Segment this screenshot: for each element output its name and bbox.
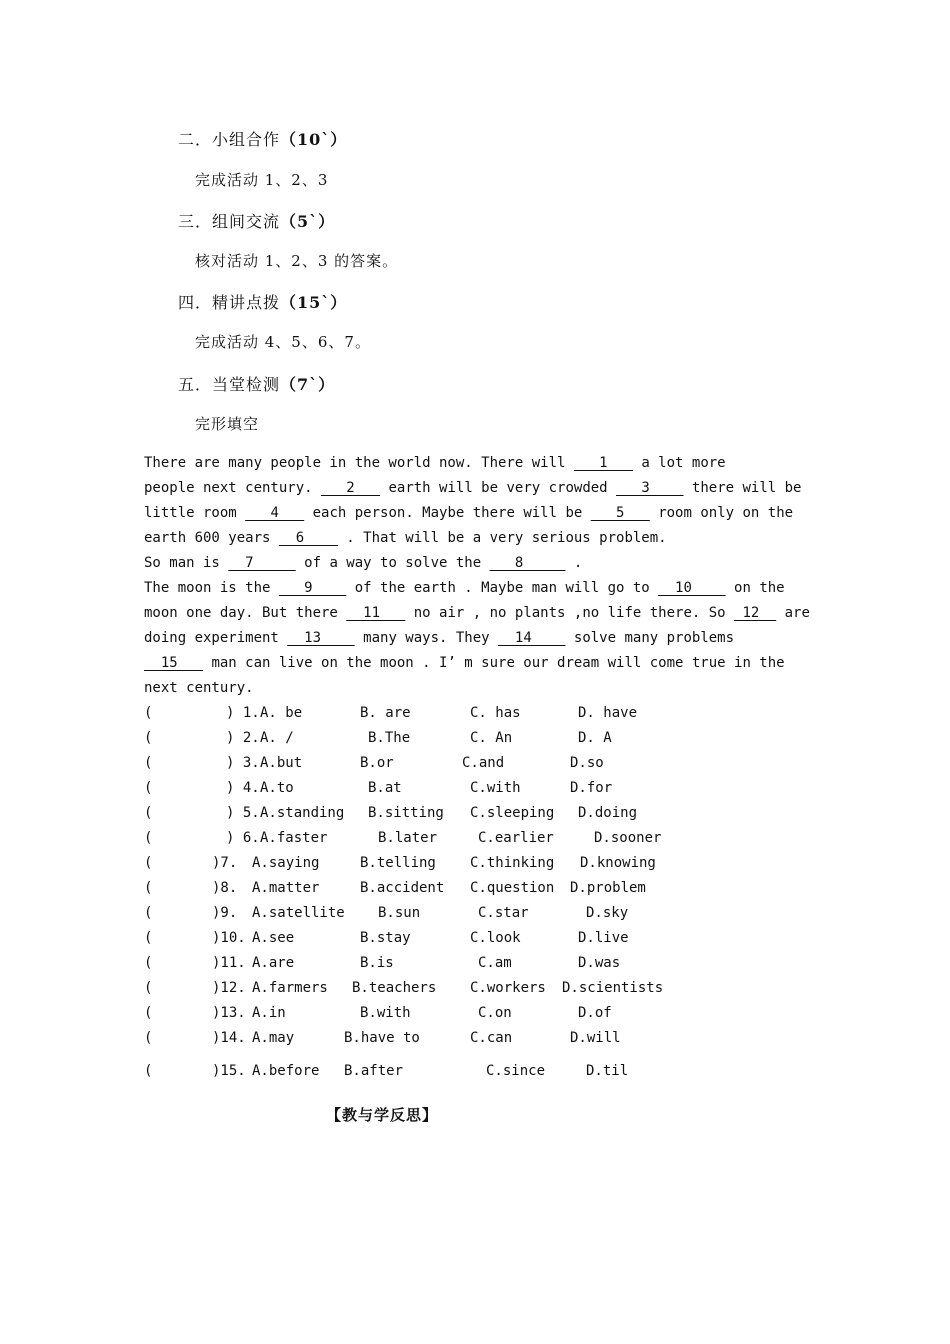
option-b[interactable]: B.telling bbox=[360, 855, 436, 871]
option-d[interactable]: D.for bbox=[570, 780, 613, 796]
option-b[interactable]: B.sun bbox=[378, 905, 421, 921]
option-b[interactable]: B.is bbox=[360, 955, 394, 971]
section-heading-2: 二．小组合作（10`） bbox=[178, 130, 348, 149]
blank-3[interactable]: 3 bbox=[616, 480, 684, 496]
passage-line: The moon is the 9 of the earth . Maybe man will go to 10 on the bbox=[144, 580, 785, 596]
answer-paren[interactable]: ( bbox=[144, 805, 153, 821]
answer-paren[interactable]: ( bbox=[144, 980, 153, 996]
option-c[interactable]: C.can bbox=[470, 1030, 513, 1046]
blank-6[interactable]: 6 bbox=[278, 530, 338, 546]
answer-paren[interactable]: ( bbox=[144, 1005, 153, 1021]
option-a[interactable]: A.in bbox=[252, 1005, 286, 1021]
option-a[interactable]: A.satellite bbox=[252, 905, 345, 921]
option-d[interactable]: D.knowing bbox=[580, 855, 656, 871]
option-c[interactable]: C.and bbox=[462, 755, 505, 771]
question-row bbox=[144, 829, 704, 847]
option-c[interactable]: C.look bbox=[470, 930, 521, 946]
option-b[interactable]: B.after bbox=[344, 1063, 404, 1079]
answer-paren[interactable]: ( bbox=[144, 705, 153, 721]
question-number: )8. bbox=[212, 880, 238, 896]
question-number: ) 2. bbox=[226, 730, 260, 746]
option-c[interactable]: C.with bbox=[470, 780, 521, 796]
option-a[interactable]: A.farmers bbox=[252, 980, 328, 996]
option-a[interactable]: A.standing bbox=[260, 805, 345, 821]
question-row bbox=[144, 704, 704, 722]
option-c[interactable]: C.workers bbox=[470, 980, 546, 996]
answer-paren[interactable]: ( bbox=[144, 755, 153, 771]
section-text-2: 完成活动 1、2、3 bbox=[195, 171, 329, 189]
option-b[interactable]: B.have to bbox=[344, 1030, 420, 1046]
option-a[interactable]: A.matter bbox=[252, 880, 320, 896]
passage-line: moon one day. But there 11 no air , no plants ,no life there. So 12 are bbox=[144, 605, 810, 621]
question-row bbox=[144, 879, 704, 897]
passage-line: There are many people in the world now. There will 1 a lot more bbox=[144, 455, 726, 471]
option-b[interactable]: B. are bbox=[360, 705, 411, 721]
option-c[interactable]: C.since bbox=[486, 1063, 546, 1079]
option-c[interactable]: C.earlier bbox=[478, 830, 554, 846]
question-number: ) 4. bbox=[226, 780, 260, 796]
blank-2[interactable]: 2 bbox=[321, 480, 381, 496]
option-d[interactable]: D.doing bbox=[578, 805, 638, 821]
option-a[interactable]: A.saying bbox=[252, 855, 320, 871]
section-heading-5: 五．当堂检测（7`） bbox=[178, 375, 336, 394]
question-number: )9. bbox=[212, 905, 238, 921]
question-row bbox=[144, 979, 704, 997]
question-row bbox=[144, 954, 704, 972]
option-a[interactable]: A.are bbox=[252, 955, 295, 971]
option-b[interactable]: B.at bbox=[368, 780, 402, 796]
option-d[interactable]: D.live bbox=[578, 930, 629, 946]
question-number: )13. bbox=[212, 1005, 246, 1021]
passage-line: people next century. 2 earth will be very crowded 3 there will be bbox=[144, 480, 802, 496]
option-c[interactable]: C.sleeping bbox=[470, 805, 555, 821]
question-number: )10. bbox=[212, 930, 246, 946]
option-c[interactable]: C. has bbox=[470, 705, 521, 721]
section-text-3: 核对活动 1、2、3 的答案。 bbox=[195, 252, 399, 270]
question-row bbox=[144, 904, 704, 922]
option-a[interactable]: A.faster bbox=[260, 830, 328, 846]
passage-line: 15 man can live on the moon . I’ m sure our dream will come true in the bbox=[144, 655, 785, 671]
blank-13[interactable]: 13 bbox=[287, 630, 355, 646]
question-number: ) 5. bbox=[226, 805, 260, 821]
option-c[interactable]: C.on bbox=[478, 1005, 512, 1021]
option-c[interactable]: C.am bbox=[478, 955, 512, 971]
blank-1[interactable]: 1 bbox=[573, 455, 633, 471]
blank-14[interactable]: 14 bbox=[498, 630, 566, 646]
question-number: ) 6. bbox=[226, 830, 260, 846]
option-b[interactable]: B.or bbox=[360, 755, 394, 771]
answer-paren[interactable]: ( bbox=[144, 855, 153, 871]
section-heading-3: 三．组间交流（5`） bbox=[178, 212, 336, 231]
passage-line: doing experiment 13 many ways. They 14 solve many problems bbox=[144, 630, 735, 646]
question-row bbox=[144, 779, 704, 797]
option-c[interactable]: C.question bbox=[470, 880, 555, 896]
option-d[interactable]: D.til bbox=[586, 1063, 629, 1079]
answer-paren[interactable]: ( bbox=[144, 780, 153, 796]
question-number: )12. bbox=[212, 980, 246, 996]
question-number: ) 1. bbox=[226, 705, 260, 721]
option-c[interactable]: C.thinking bbox=[470, 855, 555, 871]
option-a[interactable]: A. be bbox=[260, 705, 303, 721]
blank-5[interactable]: 5 bbox=[590, 505, 650, 521]
option-a[interactable]: A. / bbox=[260, 730, 294, 746]
option-d[interactable]: D.sky bbox=[586, 905, 629, 921]
blank-11[interactable]: 11 bbox=[346, 605, 406, 621]
option-a[interactable]: A.see bbox=[252, 930, 295, 946]
option-b[interactable]: B.stay bbox=[360, 930, 411, 946]
option-d[interactable]: D.scientists bbox=[562, 980, 664, 996]
blank-7[interactable]: 7 bbox=[228, 555, 296, 571]
option-c[interactable]: C.star bbox=[478, 905, 529, 921]
option-d[interactable]: D.problem bbox=[570, 880, 646, 896]
section-heading-4: 四．精讲点拨（15`） bbox=[178, 293, 348, 312]
option-a[interactable]: A.may bbox=[252, 1030, 295, 1046]
option-a[interactable]: A.to bbox=[260, 780, 294, 796]
answer-paren[interactable]: ( bbox=[144, 1063, 153, 1079]
question-row bbox=[144, 929, 704, 947]
question-number: )11. bbox=[212, 955, 246, 971]
question-row bbox=[144, 854, 704, 872]
option-b[interactable]: B.with bbox=[360, 1005, 411, 1021]
question-row bbox=[144, 1004, 704, 1022]
option-d[interactable]: D.so bbox=[570, 755, 604, 771]
option-d[interactable]: D.will bbox=[570, 1030, 621, 1046]
question-row bbox=[144, 754, 704, 772]
option-b[interactable]: B.teachers bbox=[352, 980, 437, 996]
blank-4[interactable]: 4 bbox=[245, 505, 305, 521]
option-a[interactable]: A.before bbox=[252, 1063, 320, 1079]
answer-paren[interactable]: ( bbox=[144, 830, 153, 846]
option-d[interactable]: D.of bbox=[578, 1005, 612, 1021]
reflection-heading: 【教与学反思】 bbox=[326, 1106, 439, 1124]
option-b[interactable]: B.accident bbox=[360, 880, 445, 896]
question-row bbox=[144, 729, 704, 747]
question-row bbox=[144, 804, 704, 822]
question-number: )14. bbox=[212, 1030, 246, 1046]
option-d[interactable]: D.sooner bbox=[594, 830, 662, 846]
blank-15[interactable]: 15 bbox=[144, 655, 204, 671]
passage-line: next century. bbox=[144, 680, 254, 696]
option-d[interactable]: D. have bbox=[578, 705, 638, 721]
blank-8[interactable]: 8 bbox=[489, 555, 566, 571]
question-row bbox=[144, 1062, 704, 1080]
answer-paren[interactable]: ( bbox=[144, 955, 153, 971]
question-number: )15. bbox=[212, 1063, 246, 1079]
option-d[interactable]: D.was bbox=[578, 955, 621, 971]
passage-line: little room 4 each person. Maybe there will be 5 room only on the bbox=[144, 505, 794, 521]
answer-paren[interactable]: ( bbox=[144, 930, 153, 946]
question-row bbox=[144, 1029, 704, 1047]
option-b[interactable]: B.sitting bbox=[368, 805, 444, 821]
question-number: )7. bbox=[212, 855, 238, 871]
option-b[interactable]: B.The bbox=[368, 730, 411, 746]
option-c[interactable]: C. An bbox=[470, 730, 513, 746]
section-text-5: 完形填空 bbox=[195, 415, 260, 433]
answer-paren[interactable]: ( bbox=[144, 730, 153, 746]
question-number: ) 3. bbox=[226, 755, 260, 771]
answer-paren[interactable]: ( bbox=[144, 905, 153, 921]
blank-9[interactable]: 9 bbox=[278, 580, 347, 596]
answer-paren[interactable]: ( bbox=[144, 880, 153, 896]
blank-12[interactable]: 12 bbox=[734, 605, 777, 621]
answer-paren[interactable]: ( bbox=[144, 1030, 153, 1046]
section-text-4: 完成活动 4、5、6、7。 bbox=[195, 333, 371, 351]
passage-line: earth 600 years 6 . That will be a very serious problem. bbox=[144, 530, 667, 546]
blank-10[interactable]: 10 bbox=[658, 580, 726, 596]
option-a[interactable]: A.but bbox=[260, 755, 303, 771]
option-b[interactable]: B.later bbox=[378, 830, 438, 846]
passage-line: So man is 7 of a way to solve the 8 . bbox=[144, 555, 583, 571]
option-d[interactable]: D. A bbox=[578, 730, 612, 746]
